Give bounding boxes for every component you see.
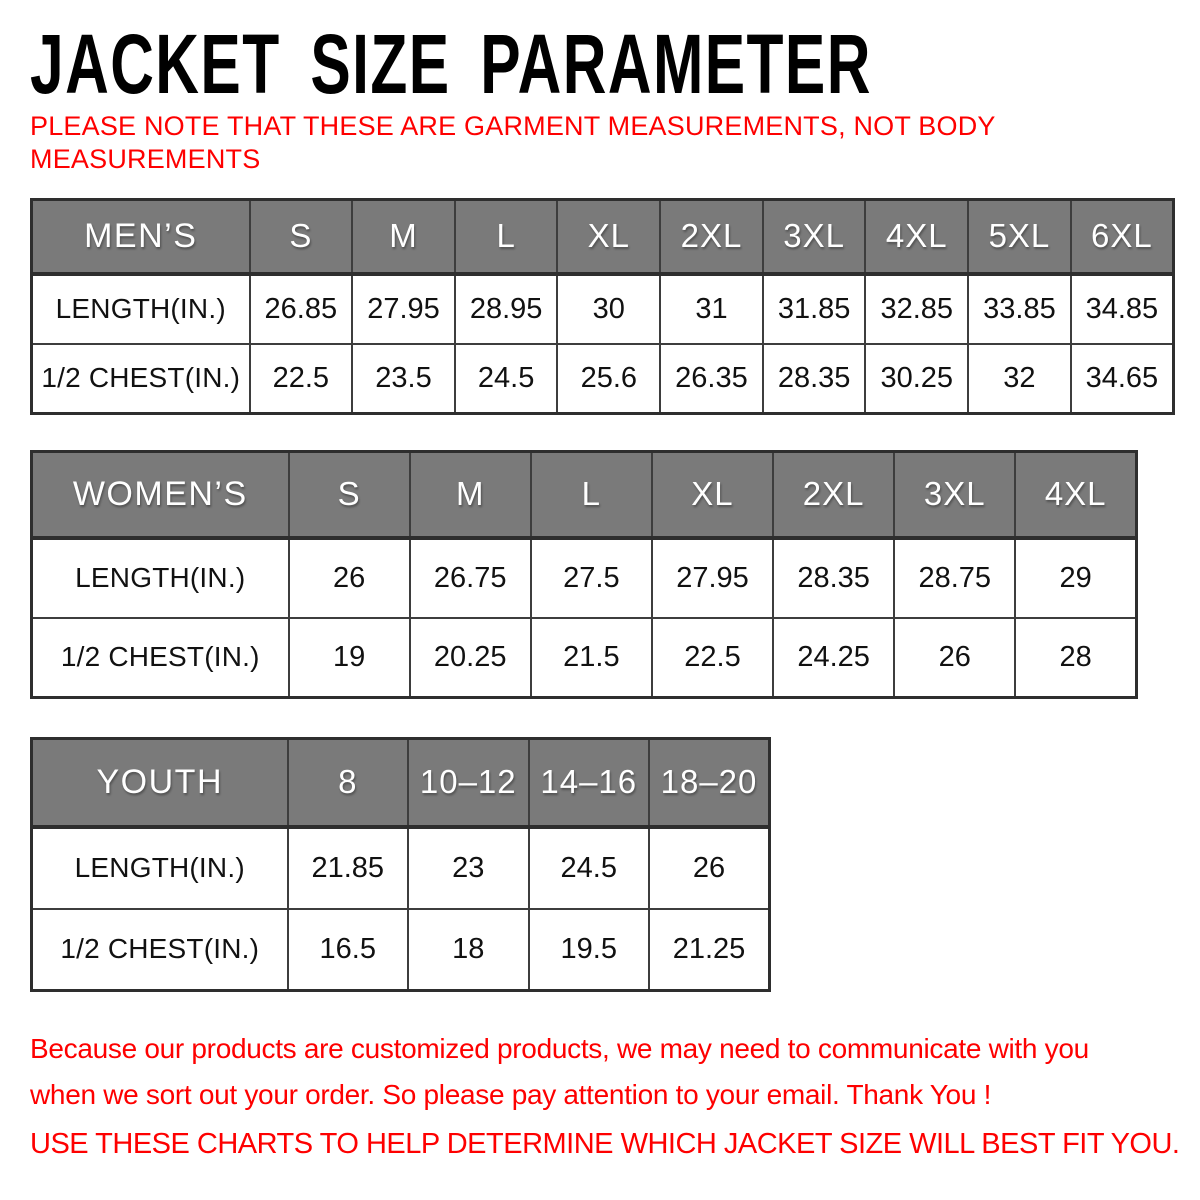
measure-label-cell: 1/2 CHEST(IN.) [32,618,289,698]
value-cell: 24.5 [529,827,650,909]
value-cell: 26 [894,618,1015,698]
value-cell: 27.95 [652,538,773,618]
value-cell: 33.85 [968,274,1071,344]
size-header-cell: 4XL [865,200,968,274]
value-cell: 28.95 [455,274,558,344]
womens-size-table [30,450,1138,699]
size-header-cell: 2XL [660,200,763,274]
size-header-cell: 8 [288,739,409,827]
size-header-cell: 6XL [1071,200,1174,274]
size-header-cell: S [250,200,353,274]
table-row [32,827,770,909]
value-cell: 21.25 [649,909,770,991]
size-table [30,450,1138,699]
value-cell: 32.85 [865,274,968,344]
notice-line-1: Because our products are customized products, we may need to communicate with you [30,1033,1089,1064]
value-cell: 16.5 [288,909,409,991]
measure-label-cell: LENGTH(IN.) [32,274,250,344]
size-header-cell: 3XL [763,200,866,274]
mens-size-table [30,198,1175,415]
value-cell: 26.85 [250,274,353,344]
value-cell: 23 [408,827,529,909]
value-cell: 32 [968,344,1071,414]
header-row [32,452,1137,538]
value-cell: 22.5 [652,618,773,698]
customization-notice [30,1026,1089,1118]
value-cell: 21.85 [288,827,409,909]
header-row [32,739,770,827]
size-table [30,198,1175,415]
size-header-cell: 5XL [968,200,1071,274]
size-header-cell: 4XL [1015,452,1136,538]
page-title: JACKET SIZE PARAMETER [30,17,872,111]
table-row [32,618,1137,698]
value-cell: 20.25 [410,618,531,698]
value-cell: 30.25 [865,344,968,414]
table-name-cell: MEN’S [32,200,250,274]
fit-advice-text: USE THESE CHARTS TO HELP DETERMINE WHICH JACKET SIZE WILL BEST FIT YOU. [30,1128,1180,1160]
note-line-1: PLEASE NOTE THAT THESE ARE GARMENT MEASUREMENTS, NOT BODY [30,111,996,141]
measure-label-cell: LENGTH(IN.) [32,827,288,909]
value-cell: 31.85 [763,274,866,344]
value-cell: 26 [289,538,410,618]
table-row [32,538,1137,618]
value-cell: 26.35 [660,344,763,414]
value-cell: 28 [1015,618,1136,698]
notice-line-2: when we sort out your order. So please pay attention to your email. Thank You ! [30,1079,992,1110]
size-header-cell: XL [557,200,660,274]
size-header-cell: M [410,452,531,538]
value-cell: 18 [408,909,529,991]
value-cell: 22.5 [250,344,353,414]
value-cell: 28.35 [773,538,894,618]
value-cell: 26.75 [410,538,531,618]
size-header-cell: 14–16 [529,739,650,827]
value-cell: 21.5 [531,618,652,698]
measure-label-cell: 1/2 CHEST(IN.) [32,344,250,414]
value-cell: 28.75 [894,538,1015,618]
value-cell: 25.6 [557,344,660,414]
value-cell: 19.5 [529,909,650,991]
value-cell: 27.5 [531,538,652,618]
value-cell: 31 [660,274,763,344]
youth-size-table [30,737,771,992]
size-header-cell: S [289,452,410,538]
size-header-cell: 18–20 [649,739,770,827]
size-header-cell: 3XL [894,452,1015,538]
table-row [32,344,1174,414]
value-cell: 30 [557,274,660,344]
value-cell: 26 [649,827,770,909]
size-header-cell: M [352,200,455,274]
value-cell: 19 [289,618,410,698]
value-cell: 28.35 [763,344,866,414]
measure-label-cell: 1/2 CHEST(IN.) [32,909,288,991]
value-cell: 29 [1015,538,1136,618]
measure-label-cell: LENGTH(IN.) [32,538,289,618]
size-header-cell: 2XL [773,452,894,538]
value-cell: 24.25 [773,618,894,698]
table-name-cell: WOMEN’S [32,452,289,538]
header-row [32,200,1174,274]
size-table [30,737,771,992]
size-header-cell: XL [652,452,773,538]
table-name-cell: YOUTH [32,739,288,827]
size-header-cell: 10–12 [408,739,529,827]
value-cell: 24.5 [455,344,558,414]
size-header-cell: L [455,200,558,274]
garment-measurement-note [30,110,996,176]
value-cell: 27.95 [352,274,455,344]
value-cell: 34.65 [1071,344,1174,414]
table-row [32,909,770,991]
size-header-cell: L [531,452,652,538]
table-row [32,274,1174,344]
note-line-2: MEASUREMENTS [30,144,261,174]
value-cell: 34.85 [1071,274,1174,344]
value-cell: 23.5 [352,344,455,414]
